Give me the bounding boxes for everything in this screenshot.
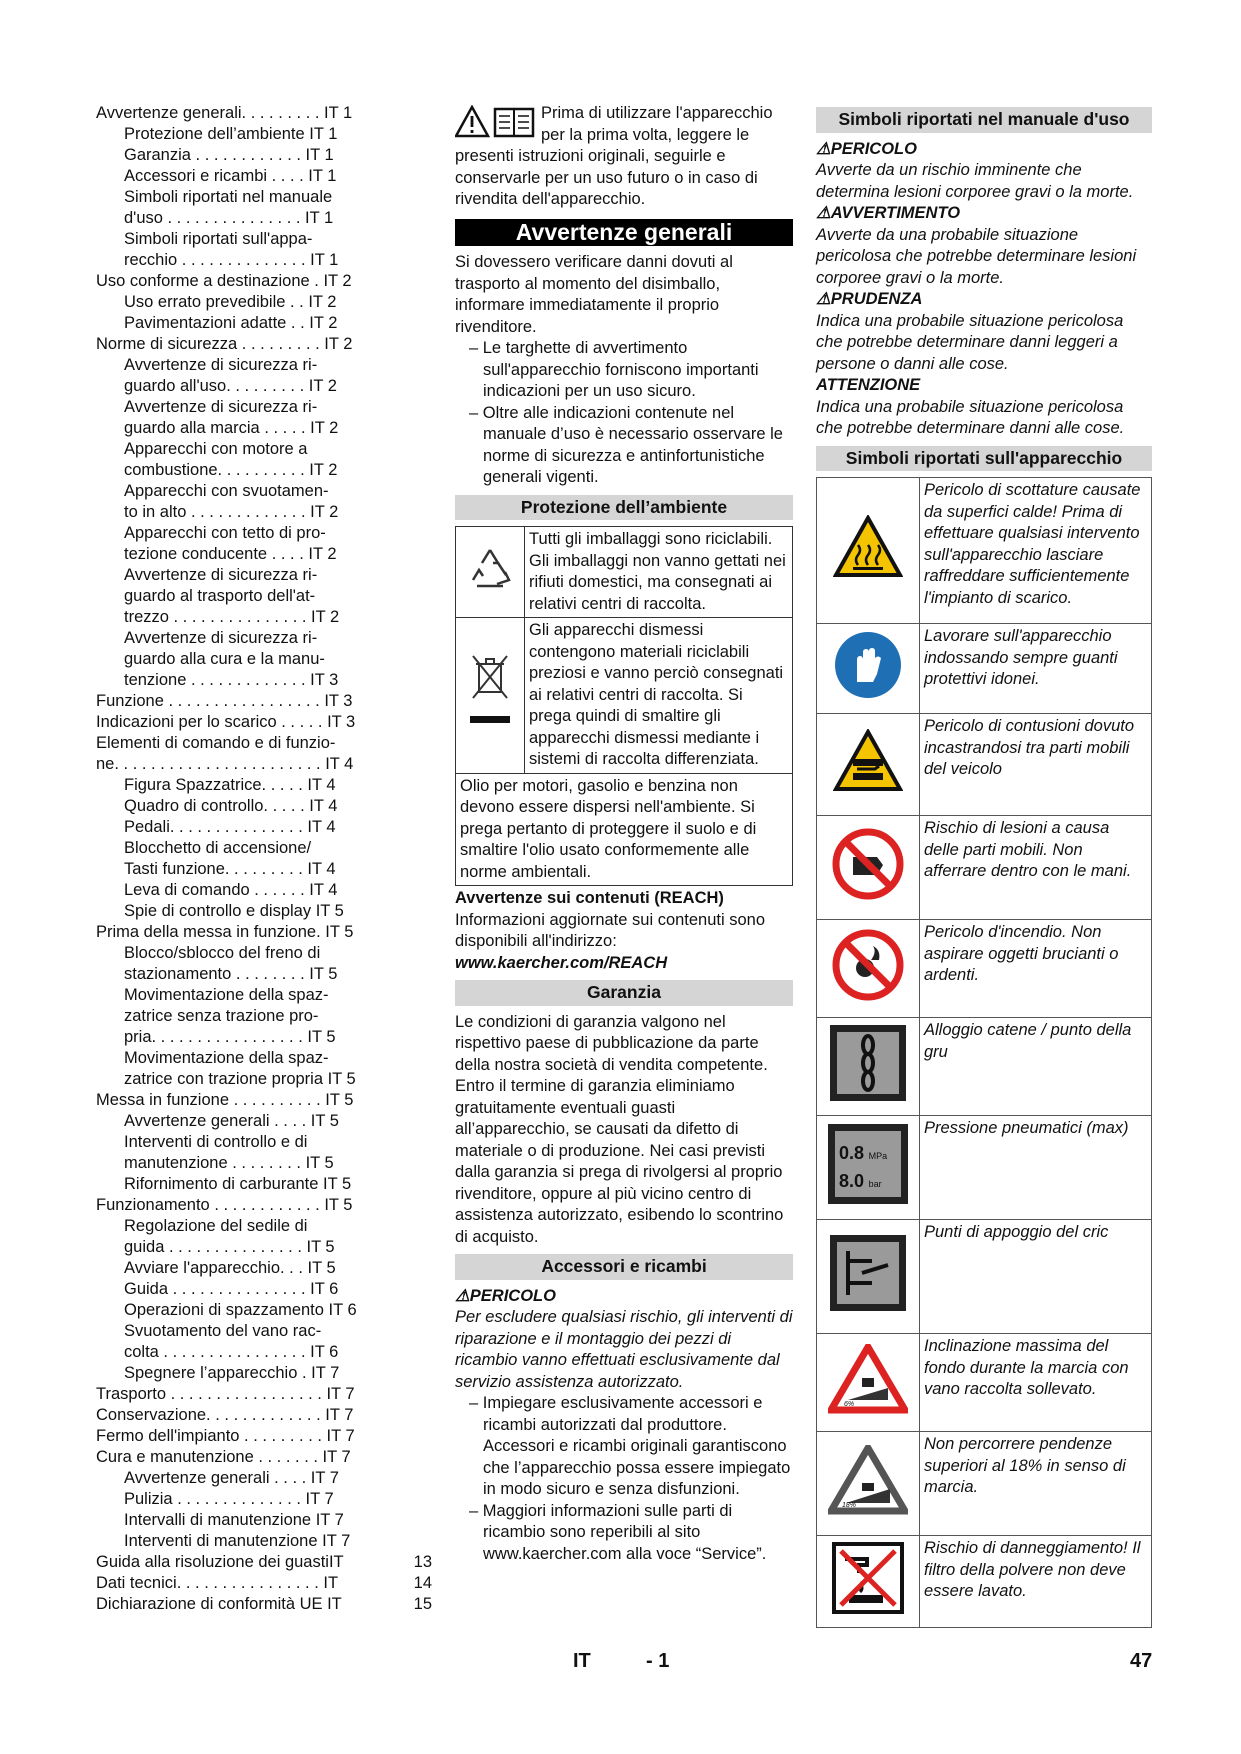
symbol-desc-pericolo: Avverte da un rischio imminente che determina lesioni corporee gravi o la morte. [816, 161, 1134, 201]
toc-entry[interactable]: tenzione . . . . . . . . . . . . . IT 3 [124, 671, 339, 689]
symbol-label: PERICOLO [830, 139, 917, 158]
symbol-desc-prudenza: Indica una probabile situazione pericolosa che potrebbe determinare danni leggeri a persone o danni alle cose. [816, 311, 1124, 373]
accessories-bullet-1: – Impiegare esclusivamente accessori e ricambi autorizzati dal produttore. Accessori e ricambi originali garantiscono che l’apparecchio possa essere impiegato in modo sicuro e senza disfunzioni. [469, 1394, 791, 1498]
environment-row-3: Olio per motori, gasolio e benzina non devono essere dispersi nell'ambiente. Si prega pertanto di proteggere il suolo e di smaltire l'olio usato conformemente alle norme ambientali. [456, 773, 793, 886]
accessories-warning-text: Per escludere qualsiasi rischio, gli interventi di riparazione e il montaggio dei pezzi di ricambio vanno effettuati esclusivamente dal servizio assistenza autorizzato. [455, 1308, 793, 1391]
toc-entry[interactable]: Apparecchi con svuotamen- [124, 482, 329, 500]
no-wash-filter-icon [817, 1536, 920, 1628]
symbol-heading-prudenza [816, 289, 1152, 311]
toc-entry[interactable]: combustione. . . . . . . . . . IT 2 [124, 461, 338, 479]
toc-entry[interactable]: recchio . . . . . . . . . . . . . . IT 1 [124, 251, 339, 269]
toc-entry[interactable]: Funzionamento . . . . . . . . . . . . IT 5 [96, 1196, 353, 1214]
device-symbol-text: Pericolo d'incendio. Non aspirare oggetti brucianti o ardenti. [920, 920, 1152, 1018]
middle-column [455, 103, 793, 1565]
chain-icon [817, 1018, 920, 1116]
toc-entry[interactable]: Pulizia . . . . . . . . . . . . . . IT 7 [124, 1490, 334, 1508]
max-incline-icon [817, 1334, 920, 1432]
device-symbol-text: Rischio di danneggiamento! Il filtro della polvere non deve essere lavato. [920, 1536, 1152, 1628]
toc-entry[interactable]: Messa in funzione . . . . . . . . . . IT 5 [96, 1091, 354, 1109]
section-title-accessories: Accessori e ricambi [455, 1254, 793, 1280]
slope-percent-label: 18% [842, 1502, 857, 1510]
device-symbol-text: Pressione pneumatici (max) [920, 1116, 1152, 1220]
device-symbol-text: Rischio di lesioni a causa delle parti mobili. Non afferrare dentro con le mani. [920, 816, 1152, 920]
symbol-desc-attenzione: Indica una probabile situazione pericolosa che potrebbe determinare danni alle cose. [816, 397, 1125, 437]
toc-entry[interactable]: Rifornimento di carburante IT 5 [124, 1175, 352, 1193]
toc-entry[interactable]: Avvertenze di sicurezza ri- [124, 629, 318, 647]
toc-entry[interactable]: Blocchetto di accensione/ [124, 839, 312, 857]
footer-language: IT [573, 1650, 591, 1672]
device-symbol-text: Pericolo di contusioni dovuto incastrandosi tra parti mobili del veicolo [920, 714, 1152, 816]
toc-entry[interactable] [96, 1594, 432, 1615]
toc-entry[interactable]: Pavimentazioni adatte . . IT 2 [124, 314, 338, 332]
general-bullet-1: – Le targhette di avvertimento sull'apparecchio forniscono importanti indicazioni per un uso sicuro. [469, 339, 759, 400]
no-hands-icon [817, 816, 920, 920]
device-symbols-table [816, 477, 1152, 1628]
toc-entry[interactable]: Fermo dell'impianto . . . . . . . . . IT 7 [96, 1427, 355, 1445]
toc-entry[interactable]: Avviare l'apparecchio. . . IT 5 [124, 1259, 336, 1277]
toc-entry[interactable]: Avvertenze generali . . . . IT 5 [124, 1112, 339, 1130]
device-symbol-text: Pericolo di scottature causate da superfici calde! Prima di effettuare qualsiasi intervento sull'apparecchio lasciare raffreddare sufficientemente l'impianto di scarico. [920, 478, 1152, 624]
toc-entry[interactable]: d'uso . . . . . . . . . . . . . . . IT 1 [124, 209, 334, 227]
toc-entry[interactable]: Conservazione. . . . . . . . . . . . . IT 7 [96, 1406, 354, 1424]
device-symbol-text: Lavorare sull'apparecchio indossando sempre guanti protettivi idonei. [920, 624, 1152, 714]
toc-entry-title: Guida alla risoluzione dei guastiIT [96, 1553, 344, 1571]
pressure-mpa-value: 0.8 [839, 1143, 865, 1164]
toc-entry[interactable]: Cura e manutenzione . . . . . . . IT 7 [96, 1448, 351, 1466]
toc-entry[interactable]: Indicazioni per lo scarico . . . . . IT 3 [96, 713, 356, 731]
toc-entry[interactable]: Spie di controllo e display IT 5 [124, 902, 344, 920]
toc-entry[interactable]: guardo alla marcia . . . . . IT 2 [124, 419, 339, 437]
toc-entry[interactable]: Accessori e ricambi . . . . IT 1 [124, 167, 337, 185]
section-title-manual-symbols: Simboli riportati nel manuale d'uso [816, 107, 1152, 133]
toc-entry-title: Dati tecnici. . . . . . . . . . . . . . . . IT [96, 1574, 339, 1592]
toc-entry[interactable]: Apparecchi con motore a [124, 440, 308, 458]
toc-entry[interactable] [96, 1552, 432, 1573]
toc-entry[interactable]: Intervalli di manutenzione IT 7 [124, 1511, 344, 1529]
toc-entry[interactable]: Figura Spazzatrice. . . . . IT 4 [124, 776, 336, 794]
toc-entry[interactable]: Movimentazione della spaz- [124, 986, 329, 1004]
intro-block [455, 103, 793, 211]
toc-entry[interactable]: Garanzia . . . . . . . . . . . . IT 1 [124, 146, 334, 164]
environment-row-1: Tutti gli imballaggi sono riciclabili. Gli imballaggi non vanno gettati nei rifiuti domestici, ma consegnati ai relativi centri di raccolta. [525, 527, 793, 618]
table-of-contents [96, 103, 436, 1615]
toc-entry-page: 14 [413, 1574, 432, 1592]
jack-point-icon [817, 1220, 920, 1334]
toc-entry[interactable]: Avvertenze di sicurezza ri- [124, 566, 318, 584]
environment-row-2: Gli apparecchi dismessi contengono materiali riciclabili preziosi e vanno perciò consegnati ai relativi centri di raccolta. Si prega quindi di smaltire gli apparecchi dismessi mediante i sistemi di raccolta differenziata. [525, 618, 793, 774]
reach-link[interactable]: www.kaercher.com/REACH [455, 953, 668, 972]
symbol-label: PRUDENZA [830, 290, 923, 308]
reach-text: Informazioni aggiornate sui contenuti sono disponibili all'indirizzo: [455, 910, 766, 950]
toc-entry[interactable]: Elementi di comando e di funzio- [96, 734, 336, 752]
toc-entry[interactable]: Blocco/sblocco del freno di [124, 944, 321, 962]
device-symbol-text: Inclinazione massima del fondo durante la marcia con vano raccolta sollevato. [920, 1334, 1152, 1432]
toc-entry[interactable]: tezione conducente . . . . IT 2 [124, 545, 337, 563]
warning-triangle-icon: ⚠ [455, 1286, 470, 1305]
toc-entry[interactable]: Quadro di controllo. . . . . IT 4 [124, 797, 338, 815]
right-column [816, 103, 1152, 1628]
device-symbol-text: Non percorrere pendenze superiori al 18% in senso di marcia. [920, 1432, 1152, 1536]
toc-entry[interactable]: guardo all'uso. . . . . . . . . IT 2 [124, 377, 337, 395]
toc-entry[interactable]: Regolazione del sedile di [124, 1217, 308, 1235]
environment-table [455, 526, 793, 886]
toc-entry[interactable]: Tasti funzione. . . . . . . . . IT 4 [124, 860, 336, 878]
toc-entry[interactable]: guardo alla cura e la manu- [124, 650, 325, 668]
toc-entry[interactable]: Svuotamento del vano rac- [124, 1322, 322, 1340]
general-bullet-2: – Oltre alle indicazioni contenute nel manuale d’uso è necessario osservare le norme di sicurezza e antinfortunistiche generali vigenti. [469, 403, 783, 486]
device-symbol-text: Alloggio catene / punto della gru [920, 1018, 1152, 1116]
toc-entry[interactable]: Funzione . . . . . . . . . . . . . . . . . IT 3 [96, 692, 353, 710]
recycle-icon [456, 527, 525, 618]
incline-percent-label: 6% [844, 1401, 855, 1409]
toc-entry[interactable]: Operazioni di spazzamento IT 6 [124, 1301, 357, 1319]
toc-entry[interactable]: Avvertenze generali . . . . IT 7 [124, 1469, 339, 1487]
general-text: Si dovessero verificare danni dovuti al trasporto al momento del disimballo, informare immediatamente il proprio rivenditore. [455, 253, 733, 336]
symbol-heading-pericolo [816, 139, 1152, 161]
pressure-bar-value: 8.0 [839, 1171, 865, 1192]
toc-entry[interactable] [96, 1573, 432, 1594]
section-title-general: Avvertenze generali [455, 219, 793, 247]
gloves-icon [817, 624, 920, 714]
footer-page-number: 47 [1130, 1650, 1153, 1672]
max-slope-icon [817, 1432, 920, 1536]
warning-manual-icon [455, 105, 535, 139]
symbol-desc-avvertimento: Avverte da una probabile situazione pericolosa che potrebbe determinare lesioni corporee gravi o la morte. [816, 225, 1137, 287]
warranty-text: Le condizioni di garanzia valgono nel rispettivo paese di pubblicazione da parte della nostra società di vendita competente. Entro il termine di garanzia eliminiamo gratuitamente eventuali guasti all’apparecchio, se causati da difetto di materiale o di produzione. Nei casi previsti dalla garanzia si prega di rivolgersi al proprio rivenditore, oppure al più vicino centro di assistenza autorizzato, esibendo lo scontrino di acquisto. [455, 1012, 784, 1246]
section-title-environment: Protezione dell’ambiente [455, 495, 793, 521]
toc-entry-page: 13 [413, 1553, 432, 1571]
tire-pressure-icon [817, 1116, 920, 1220]
hot-surface-icon [817, 478, 920, 624]
device-symbol-text: Punti di appoggio del cric [920, 1220, 1152, 1334]
warning-triangle-icon: ⚠ [816, 204, 831, 222]
toc-entry[interactable]: Avvertenze di sicurezza ri- [124, 398, 318, 416]
section-title-warranty: Garanzia [455, 980, 793, 1006]
toc-entry[interactable]: guardo al trasporto dell'at- [124, 587, 316, 605]
toc-entry[interactable]: Interventi di manutenzione IT 7 [124, 1532, 351, 1550]
toc-entry[interactable]: stazionamento . . . . . . . . IT 5 [124, 965, 338, 983]
footer-page-code: - 1 [646, 1650, 670, 1672]
toc-entry[interactable]: Avvertenze generali. . . . . . . . . IT 1 [96, 104, 353, 122]
toc-entry[interactable]: Guida . . . . . . . . . . . . . . . IT 6 [124, 1280, 339, 1298]
reach-title: Avvertenze sui contenuti (REACH) [455, 889, 724, 907]
toc-entry[interactable]: zatrice senza trazione pro- [124, 1007, 319, 1025]
toc-entry[interactable]: Leva di comando . . . . . . IT 4 [124, 881, 338, 899]
toc-entry-page: 15 [413, 1595, 432, 1613]
toc-entry[interactable]: Prima della messa in funzione. IT 5 [96, 923, 354, 941]
toc-entry[interactable]: Simboli riportati nel manuale [124, 188, 333, 206]
toc-entry[interactable]: Protezione dell’ambiente IT 1 [124, 125, 338, 143]
toc-entry[interactable]: ne. . . . . . . . . . . . . . . . . . . . . . . IT 4 [96, 755, 354, 773]
toc-entry[interactable]: Spegnere l’apparecchio . IT 7 [124, 1364, 340, 1382]
section-title-device-symbols: Simboli riportati sull'apparecchio [816, 446, 1152, 472]
toc-entry[interactable]: Simboli riportati sull'appa- [124, 230, 313, 248]
accessories-bullet-2: – Maggiori informazioni sulle parti di ricambio sono reperibili al sito www.kaercher.com alla voce “Service”. [469, 1501, 767, 1563]
toc-entry[interactable]: Movimentazione della spaz- [124, 1049, 329, 1067]
warning-triangle-icon: ⚠ [816, 290, 831, 308]
toc-entry[interactable]: zatrice con trazione propria IT 5 [124, 1070, 356, 1088]
toc-entry[interactable]: Apparecchi con tetto di pro- [124, 524, 326, 542]
symbol-heading-attenzione: ATTENZIONE [816, 376, 921, 394]
symbol-label: AVVERTIMENTO [830, 204, 961, 222]
toc-entry[interactable]: Uso conforme a destinazione . IT 2 [96, 272, 352, 290]
toc-entry[interactable]: Avvertenze di sicurezza ri- [124, 356, 318, 374]
no-burning-objects-icon [817, 920, 920, 1018]
pressure-bar-unit: bar [868, 1179, 882, 1190]
toc-entry[interactable]: manutenzione . . . . . . . . IT 5 [124, 1154, 334, 1172]
toc-entry[interactable]: guida . . . . . . . . . . . . . . . IT 5 [124, 1238, 335, 1256]
toc-entry[interactable]: pria. . . . . . . . . . . . . . . . . IT 5 [124, 1028, 336, 1046]
pressure-mpa-unit: MPa [868, 1151, 888, 1162]
toc-entry[interactable]: Uso errato prevedibile . . IT 2 [124, 293, 337, 311]
symbol-heading-avvertimento [816, 203, 1152, 225]
warning-triangle-icon: ⚠ [816, 139, 831, 158]
toc-entry[interactable]: to in alto . . . . . . . . . . . . . IT 2 [124, 503, 339, 521]
weee-bin-icon [456, 618, 525, 774]
toc-entry[interactable]: colta . . . . . . . . . . . . . . . . IT 6 [124, 1343, 339, 1361]
toc-entry[interactable]: Trasporto . . . . . . . . . . . . . . . . . IT 7 [96, 1385, 355, 1403]
toc-entry[interactable]: Norme di sicurezza . . . . . . . . . IT 2 [96, 335, 353, 353]
accessories-warning-heading [455, 1286, 793, 1308]
toc-entry-title: Dichiarazione di conformità UE IT [96, 1595, 342, 1613]
crush-hazard-icon [817, 714, 920, 816]
intro-text: Prima di utilizzare l'apparecchio per la prima volta, leggere le presenti istruzioni originali, seguirle e conservarle per un uso futuro o in caso di rivendita dell'apparecchio. [455, 104, 773, 208]
toc-entry[interactable]: Interventi di controllo e di [124, 1133, 308, 1151]
toc-entry[interactable]: trezzo . . . . . . . . . . . . . . . IT 2 [124, 608, 340, 626]
accessories-warning-label: PERICOLO [469, 1286, 556, 1305]
toc-entry[interactable]: Pedali. . . . . . . . . . . . . . . IT 4 [124, 818, 336, 836]
